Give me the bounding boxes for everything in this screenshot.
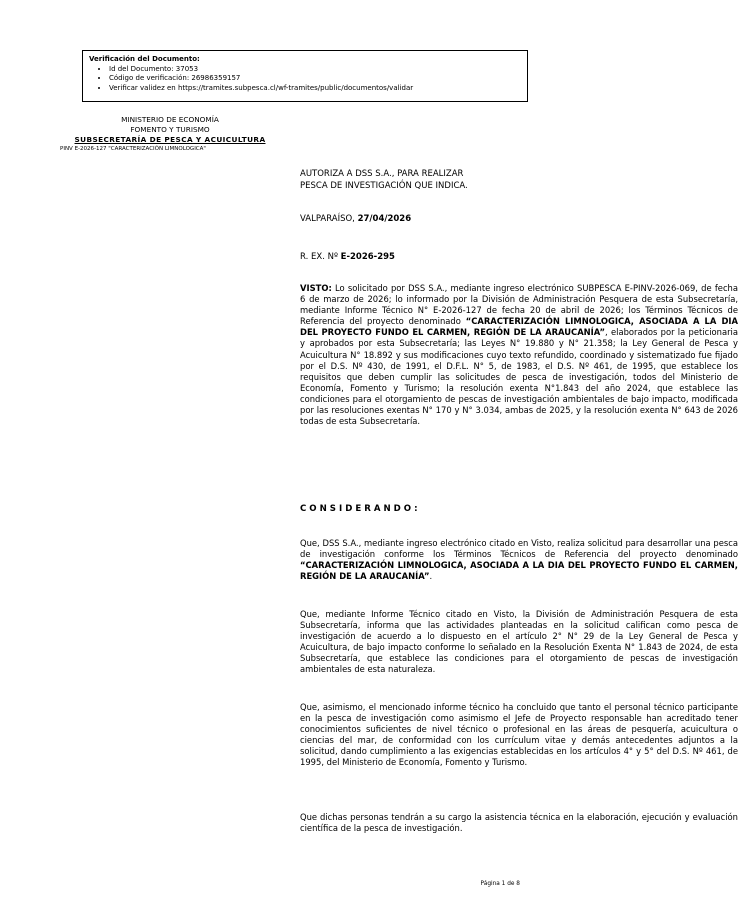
ministry-line-1: MINISTERIO DE ECONOMÍA — [121, 115, 219, 124]
p1-project-name: “CARACTERIZACIÓN LIMNOLOGICA, ASOCIADA A LA DIA DEL PROYECTO FUNDO EL CARMEN, REGIÓN DE LA ARAUCANÍA” — [300, 560, 738, 582]
subject — [300, 168, 468, 192]
considerando-paragraph-1 — [82, 538, 738, 582]
page-number: Página 1 de 8 — [480, 881, 520, 887]
resolution-date: 27/04/2026 — [357, 214, 412, 224]
subject-line-2: PESCA DE INVESTIGACIÓN QUE INDICA. — [300, 181, 468, 191]
p1-text: Que, DSS S.A., mediante ingreso electrónico citado en Visto, realiza solicitud para desarrollar una pesca de investigación conforme los Términos Técnicos de Referencia del proyecto denominado — [300, 538, 738, 560]
ministry-header — [60, 115, 280, 145]
validation-url[interactable]: • Verificar validez en https://tramites.subpesca.cl/wf-tramites/public/documentos/validar — [109, 84, 521, 94]
p1-end: . — [429, 571, 433, 582]
place-label: VALPARAÍSO, — [300, 214, 358, 224]
verification-code: • Código de verificación: 26986359157 — [109, 74, 521, 84]
ministry-line-2: FOMENTO Y TURISMO — [130, 125, 210, 134]
verification-box — [82, 50, 528, 102]
subject-line-1: AUTORIZA A DSS S.A., PARA REALIZAR — [300, 169, 464, 179]
verification-title: Verificación del Documento: — [89, 55, 200, 63]
visto-text-2: , elaborados por la peticionaria y aprobados por esta Subsecretaría; las Leyes N° 19.880 y N° 21.358; la Ley General de Pesca y Acuicultura N° 18.892 y sus modificaciones cuyo texto refundido, coordinado y sistematizado fue fijado por el D.S. Nº 430, de 1991, el D.F.L. N° 5, de 1983, el D.S. Nº 461, de 1995, que establece los requisitos que deben cumplir las solicitudes de pesca de investigación, todos del Ministerio de Economía, Fomento y Turismo; la resolución exenta N°1.843 del año 2024, que establece las condiciones para el otorgamiento de pescas de investigación ambientales de bajo impacto, modificada por las resoluciones exentas N° 170 y N° 3.034, ambas de 2025, y la resolución exenta N° 643 de 2026 todas de esta Subsecretaría. — [300, 327, 738, 427]
document-reference: PINV E-2026-127 "CARACTERIZACIÓN LIMNOLOGICA" — [60, 146, 206, 152]
visto-project-name: “CARACTERIZACIÓN LIMNOLOGICA, ASOCIADA A LA DIA DEL PROYECTO FUNDO EL CARMEN, REGIÓN DE LA ARAUCANÍA” — [300, 316, 738, 338]
visto-paragraph — [82, 283, 738, 427]
resolution-id: E-2026-295 — [340, 252, 395, 262]
resolution-prefix: R. EX. Nº — [300, 252, 341, 262]
visto-text-1: Lo solicitado por DSS S.A., mediante ingreso electrónico SUBPESCA E-PINV-2026-069, de fecha 6 de marzo de 2026; lo informado por la División de Administración Pesquera de esta Subsecretaría, mediante Informe Técnico N° E-2026-127 de fecha 20 de abril de 2026; los Términos Técnicos de Referencia del proyecto denominado — [300, 283, 738, 327]
considerando-paragraph-3: Que, asimismo, el mencionado informe técnico ha concluido que tanto el personal técnico participante en la pesca de investigación como asimismo el Jefe de Proyecto responsable han acreditado tener conocimientos suficientes de nivel técnico o profesional en las áreas de pesquería, acuicultura o ciencias del mar, de conformidad con los currículum vitae y demás antecedentes adjuntos a la solicitud, dando cumplimiento a las exigencias establecidas en los artículos 4° y 5° del D.S. Nº 461, de 1995, del Ministerio de Economía, Fomento y Turismo. — [300, 702, 738, 768]
resolution-number — [300, 251, 395, 263]
considerando-paragraph-4: Que dichas personas tendrán a su cargo la asistencia técnica en la elaboración, ejecución y evaluación científica de la pesca de investigación. — [300, 812, 738, 834]
visto-label: VISTO: — [300, 283, 332, 293]
verification-list — [89, 65, 521, 94]
subsecretaria-name: SUBSECRETARÍA DE PESCA Y ACUICULTURA — [74, 135, 266, 144]
document-id: • Id del Documento: 37053 — [109, 65, 521, 75]
place-date — [300, 213, 411, 225]
considerando-paragraph-2: Que, mediante Informe Técnico citado en Visto, la División de Administración Pesquera de esta Subsecretaría, informa que las actividades planteadas en la solicitud califican como pesca de investigación de acuerdo a lo dispuesto en el artículo 2° N° 29 de la Ley General de Pesca y Acuicultura, de bajo impacto conforme lo señalado en la Resolución Exenta N° 1.843 de 2024, de esta Subsecretaría, que establece las condiciones para el otorgamiento de pescas de investigación ambientales de esta naturaleza. — [300, 609, 738, 675]
considerando-heading: CONSIDERANDO: — [300, 504, 421, 514]
